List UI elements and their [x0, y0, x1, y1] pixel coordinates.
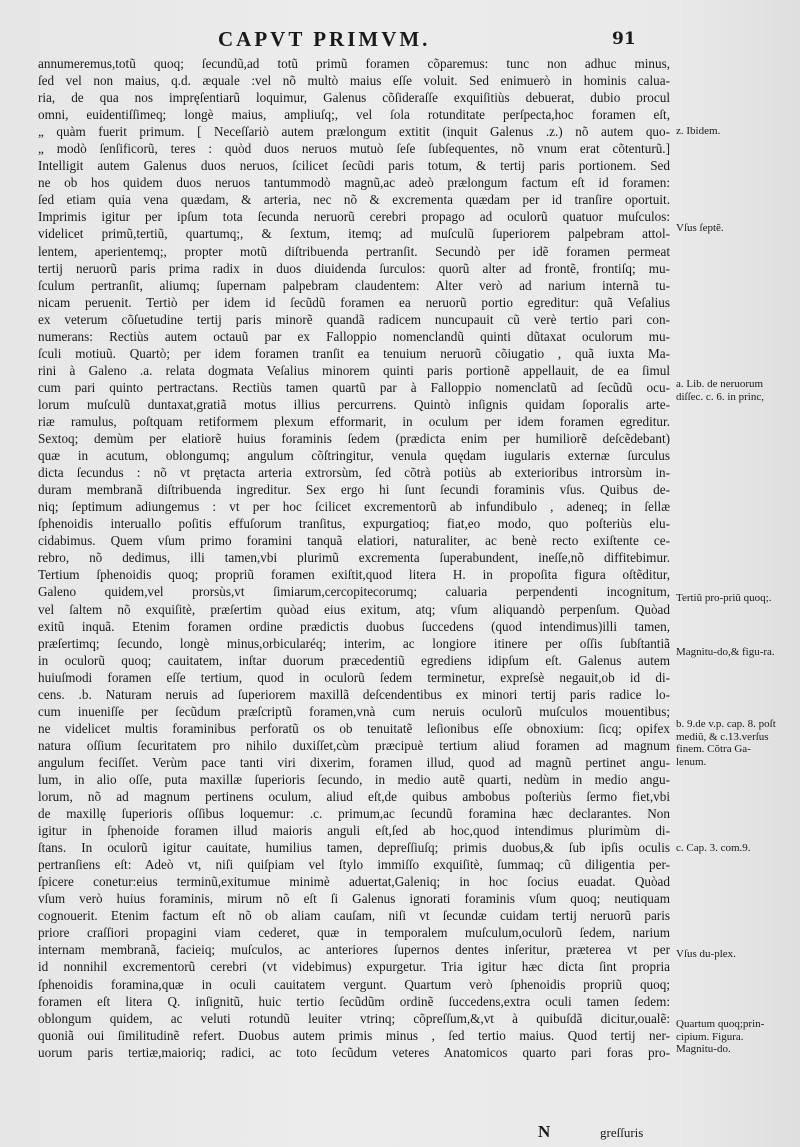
text-line: niq; ſeptimum adiungemus : vt per hoc ſcilicet excrementorũ ab infundibulo , adeneq; in ſellæ	[38, 499, 670, 515]
text-line: uorum paris tertiæ,maioriq; radici, ac toto ſecũdum veteres Anatomicos quarto pari foras pro-	[38, 1044, 670, 1060]
page-number: 91	[612, 29, 636, 49]
text-line: ſphenoidis foramina,quæ in oculi cauitatem vergunt. Quartum verò ſphenoidis propriũ quoq;	[38, 976, 670, 992]
text-line: vſum verò huius foraminis, mirum nõ eſt ſi Galenus ignorati foraminis vſum quoq; neutiquam	[38, 891, 670, 907]
text-line: cum inueniſſe per ſecũdum præſcriptũ foramen,vnà cum neruis oculorũ muſculos mouentibus;	[38, 703, 670, 719]
running-header	[0, 27, 800, 55]
text-line: lorum, nõ ad magnum pertinens oculum, aliud eſt,de quibus ambobus poſteriùs ſermo fiet,vbi	[38, 789, 670, 805]
running-title: CAPVT PRIMVM.	[218, 27, 431, 51]
margin-note: z. Ibidem.	[676, 125, 721, 137]
text-line: ne videlicet multis foraminibus perforatũ os ob tenuitatẽ leſionibus eſſe obnoxium: ſicq; opifex	[38, 720, 670, 736]
text-line: Imprimis igitur per ipſum tota ſecunda neruorũ cerebri propago ad oculorũ quatuor muſculos:	[38, 209, 670, 225]
text-line: duram membranã diſtribuenda ingreditur. Sex ergo hi ſunt ſecundi foraminis vſus. Quibus de-	[38, 482, 670, 498]
text-line: præſertimq; ſecundo, longè minus,orbicularéq; interim, ac longiore itinere per oſſis ſubſtantiã	[38, 635, 670, 651]
text-line: exitũ inquã. Etenim foramen ordine prædictis duobus ſuccedens (quod intendimus)illi tamen,	[38, 618, 670, 634]
text-line: numerans: Rectiùs autem octauũ par ex Falloppio nomenclandũ quinti dũtaxat oculorum mu-	[38, 328, 670, 344]
text-line: ſpicere conetur:eius terminũ,exitumue minimè aduertat,Galeniq; in hoc ſocius euadat. Quòad	[38, 874, 670, 890]
text-line: dicta ſecundus : nõ vt prętacta arteria extrorsùm, ſed cõtrà potiùs ab exterioribus introrsùm in-	[38, 465, 670, 481]
text-line: omni, euidentiſſimeq; longè maius, ampliuſq;, vel ſola rotunditate perſpecta,hoc foramen eſt,	[38, 107, 670, 123]
page-footer	[538, 1122, 644, 1142]
text-line: cidabimus. Quem vſum primo foramini tanquã elatiori, naturaliter, ac benè recto exiſtente ce-	[38, 533, 670, 549]
margin-note: Vſus ſeptẽ.	[676, 222, 724, 234]
text-line: „ quàm fuerit primum. [ Neceſſariò autem prælongum extitit (inquit Galenus .z.) nõ autem quo-	[38, 124, 670, 140]
text-line: riæ ramulus, poſtquam retiformem plexum efformarit, in oculum per idem foramen egreditur.	[38, 413, 670, 429]
text-line: rebro, nõ dedimus, illi tamen,vbi plurimũ excrementa ſuperabundent, ineſſe,nõ diffitebimur.	[38, 550, 670, 566]
text-line: „ modò ſenſificorũ, teres : quòd duos neruos mutuò ſeſe ſubſequentes, nõ vnum erat cõtenturũ.]	[38, 141, 670, 157]
text-line: Sextoq; demùm per elatiorẽ huius foraminis ſedem (prædicta enim per humiliorẽ deſcẽdebant)	[38, 431, 670, 447]
margin-note: a. Lib. de neruorum diſſec. c. 6. in princ,	[676, 378, 764, 403]
text-line: cens. .b. Naturam neruis ad ſuperiorem maxillã deſcendentibus ex minori tertij paris radice lo-	[38, 686, 670, 702]
text-line: ria, de qua nos impręſentiarũ loquimur, Galenus cõſideraſſe exquiſitiùs debuerat, dubio procul	[38, 90, 670, 106]
text-line: igitur in ſphenoide foramen illud maioris anguli eſt,ſed ab hoc,quod intendimus plurimùm di-	[38, 823, 670, 839]
margin-note: Tertiũ pro-priũ quoq;.	[676, 592, 772, 604]
text-line: id nonnihil excrementorũ cerebri (vt videbimus) expurgetur. Tria igitur hæc dicta ſint propria	[38, 959, 670, 975]
text-line: pertranſiens eſt: Adeò vt, niſi quiſpiam vel ſtylo immiſſo exquiſitè, ſummaq; cũ diligentia per-	[38, 857, 670, 873]
text-line: cum pari quinto pertractans. Rectiùs tamen quartũ par à Falloppio nomenclatũ ad ſecũdũ ocu-	[38, 379, 670, 395]
text-line: videlicet primũ,tertiũ, quartumq;, & ſextum, itemq; ad muſculũ ſuperiorem palpebram attol-	[38, 226, 670, 242]
text-line: rini à Galeno .a. relata dogmata Veſalius minorem quinti paris portionẽ appellauit, de ea ſimul	[38, 362, 670, 378]
text-line: ſed etiam quia vena quædam, & arteria, nec nõ & excrementa quædam per id tranſire oportuit.	[38, 192, 670, 208]
text-line: cognouerit. Etenim factum eſt nõ ob aliam cauſam, niſi vt ſecundæ cuidam tertij neruorũ paris	[38, 908, 670, 924]
text-line: lorum muſculũ duntaxat,gratiã motus illius percurrens. Quintò inſignis quidam ſoporalis arte-	[38, 396, 670, 412]
text-line: Galeno quidem,vel prorsùs,vt ſimiarum,cercopitecorumq; caluaria perpendenti incognitum,	[38, 584, 670, 600]
text-line: ex veterum cõſuetudine tertij paris minorẽ quandã radicem nuncupauit cũ verè tertio pari con-	[38, 311, 670, 327]
text-line: lum, in alio oſſe, puta maxillæ ſuperioris ſecundo, in medio autẽ quarti, nedùm in medio angu-	[38, 771, 670, 787]
text-line: quoniã oui ſimilitudinẽ refert. Duobus autem primis minus , ſed tertio maius. Quod tertij ner-	[38, 1027, 670, 1043]
text-line: oblongum quidem, ac veluti rotundũ leuiter vtrinq; cõpreſſum,&,vt à quibuſdã dicitur,oualẽ:	[38, 1010, 670, 1026]
signature-mark: N	[538, 1122, 551, 1141]
text-line: de maxillę ſuperioris oſſibus loquemur: .c. primum,ac ſecundũ foramina hæc declarantes. Non	[38, 806, 670, 822]
text-line: Intelligit autem Galenus duos neruos, ſcilicet ſecũdi paris totum, & tertij paris portionem. Sed	[38, 158, 670, 174]
margin-note: b. 9.de v.p. cap. 8. poſt mediũ, & c.13.verſus finem. Cõtra Ga-lenum.	[676, 718, 776, 768]
text-line: in oculorũ quoq; cauitatem, inſtar duorum præcedentiũ egrediens idipſum eſt. Galenus autem	[38, 652, 670, 668]
margin-note: c. Cap. 3. com.9.	[676, 842, 751, 854]
text-line: ſtans. In oculorũ igitur cauitate, humilius tamen, depreſſiuſq; primis duobus,& ſub ipſis oculis	[38, 840, 670, 856]
text-line: ſphenoidis interuallo poſitis effuſorum tranſitus, expurgatioq; fiat,eo modo, quo poſteriùs elu-	[38, 516, 670, 532]
text-line: tertij neruorũ paris prima radix in duos diuidenda ſurculos: quorũ alter ad frontẽ, frontiſq; mu-	[38, 260, 670, 276]
text-line: priore craſſiori propagini viam cederet, quæ in temporalem muſculum,oculorũ ſedem, narium	[38, 925, 670, 941]
text-line: angulum feciſſet. Verùm pace tanti viri dixerim, foramen illud, quod ad magnũ pertinet angu-	[38, 754, 670, 770]
text-line: nicam peruenit. Tertiò per idem id ſecũdũ foramen ea neruorũ portio egreditur: quã Veſalius	[38, 294, 670, 310]
text-line: vel ſaltem nõ exquiſitè, præſertim quòad eius exitum, atq; vſum aliquandò perpenſum. Quòad	[38, 601, 670, 617]
text-line: ne ob hos quidem duos neruos tantummodò magnũ,ac adeò prælongum factum eſt id foramen:	[38, 175, 670, 191]
margin-note: Magnitu-do,& figu-ra.	[676, 646, 775, 658]
text-line: huiuſmodi foramen eſſe tertium, quod in oculorũ ſedem terminetur, expreſsè negauit,ob id di-	[38, 669, 670, 685]
catchword: greſſuris	[600, 1125, 644, 1140]
margin-note: Quartum quoq;prin-cipium. Figura. Magnitu-do.	[676, 1018, 765, 1055]
margin-note: Vſus du-plex.	[676, 948, 736, 960]
text-line: ſculi motiuũ. Quartò; per idem foramen tranſit ea tenuium neruorũ cõiugatio , quã iuxta Ma-	[38, 345, 670, 361]
text-line: internam membranã, facieiq; muſculos, ac anteriores ſupernos dentes inſeritur, præterea vt per	[38, 942, 670, 958]
text-line: annumeremus,totũ quoq; ſecundũ,ad totũ primũ foramen cõparemus: tunc non adhuc minus,	[38, 56, 670, 71]
text-line: quæ in acutum, oblongumq; angulum cõſtringitur, venula quędam iugularis externæ ſurculus	[38, 448, 670, 464]
main-text-column	[38, 55, 670, 1061]
text-line: lentem, aperientemq;, propter motũ diſtribuenda pertranſit. Secundò per idẽ foramen permeat	[38, 243, 670, 259]
text-line: ſed vel non maius, q.d. æquale :vel nõ multò maius eſſe voluit. Sed enimuerò in hominis calua-	[38, 73, 670, 89]
text-line: foramen eſt litera Q. inſignitũ, huic tertio ſecũdũm ordinẽ ſuccedens,extra oculi tamen ſedem:	[38, 993, 670, 1009]
text-line: ſculum pertranſit, aliumq; ſupernam palpebram claudentem: Alter verò ad narium internã tu-	[38, 277, 670, 293]
text-line: Tertium ſphenoidis quoq; propriũ foramen exiſtit,quod litera H. in propoſita figura oſtẽditur,	[38, 567, 670, 583]
text-line: natura oſſium ſecuritatem pro nihilo duxiſſet,cùm præcipuè tertium aliud foramen ad magnum	[38, 737, 670, 753]
